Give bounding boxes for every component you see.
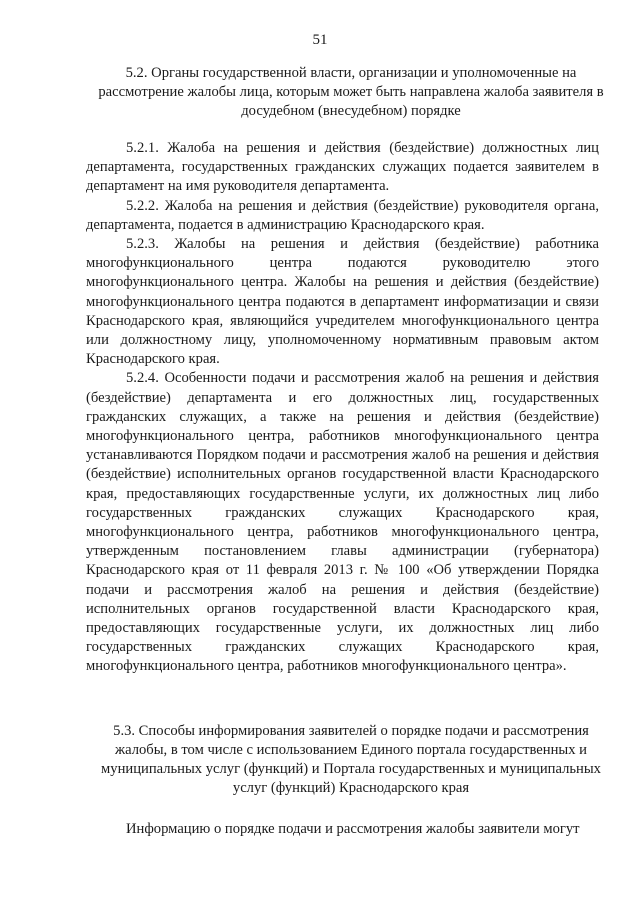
section-5-2-body bbox=[86, 139, 599, 677]
section-5-2-heading: 5.2. Органы государственной власти, организации и уполномоченные на рассмотрение жалобы лица, которым может быть направлена жалоба заявителя в досудебном (внесудебном) порядке bbox=[98, 65, 604, 119]
paragraph-5-3-intro: Информацию о порядке подачи и рассмотрения жалобы заявители могут bbox=[126, 821, 580, 837]
paragraph-5-2-2: 5.2.2. Жалоба на решения и действия (бездействие) руководителя органа, департамента, подается в администрацию Краснодарского края. bbox=[86, 197, 599, 233]
paragraph-5-2-1: 5.2.1. Жалоба на решения и действия (бездействие) должностных лиц департамента, государственных гражданских служащих подается заявителем в департамент на имя руководителя департамента. bbox=[86, 140, 599, 195]
section-5-3-body bbox=[86, 820, 599, 839]
page-number: 51 bbox=[312, 32, 328, 48]
paragraph-5-2-4: 5.2.4. Особенности подачи и рассмотрения жалоб на решения и действия (бездействие) департамента и его должностных лиц, государственных гражданских служащих, а также на решения и действия (бездействие) многофункционального центра, работников многофункционального центра устанавливаются Порядком подачи и рассмотрения жалоб на решения и действия (бездействие) исполнительных органов государственной власти Краснодарского края, предоставляющих государственные услуги, их должностных лиц либо государственных гражданских служащих Краснодарского края, многофункционального центра, работников многофункционального центра, утвержденным постановлением главы администрации (губернатора) Краснодарского края от 11 февраля 2013 г. № 100 «Об утверждении Порядка подачи и рассмотрения жалоб на решения и действия (бездействие) исполнительных органов государственной власти Краснодарского края, предоставляющих государственные услуги, их должностных лиц либо государственных гражданских служащих Краснодарского края, многофункционального центра, работников многофункционального центра». bbox=[86, 370, 599, 675]
section-5-3-heading: 5.3. Способы информирования заявителей о порядке подачи и рассмотрения жалобы, в том числе с использованием Единого портала государственных и муниципальных услуг (функций) и Портала государственных и муниципальных услуг (функций) Краснодарского края bbox=[101, 723, 601, 796]
paragraph-5-2-3: 5.2.3. Жалобы на решения и действия (бездействие) работника многофункционального центра подаются руководителю этого многофункционального центра. Жалобы на решения и действия (бездействие) многофункционального центра подаются в департамент информатизации и связи Краснодарского края, являющийся учредителем многофункционального центра или должностному лицу, уполномоченному нормативным правовым актом Краснодарского края. bbox=[86, 236, 599, 368]
